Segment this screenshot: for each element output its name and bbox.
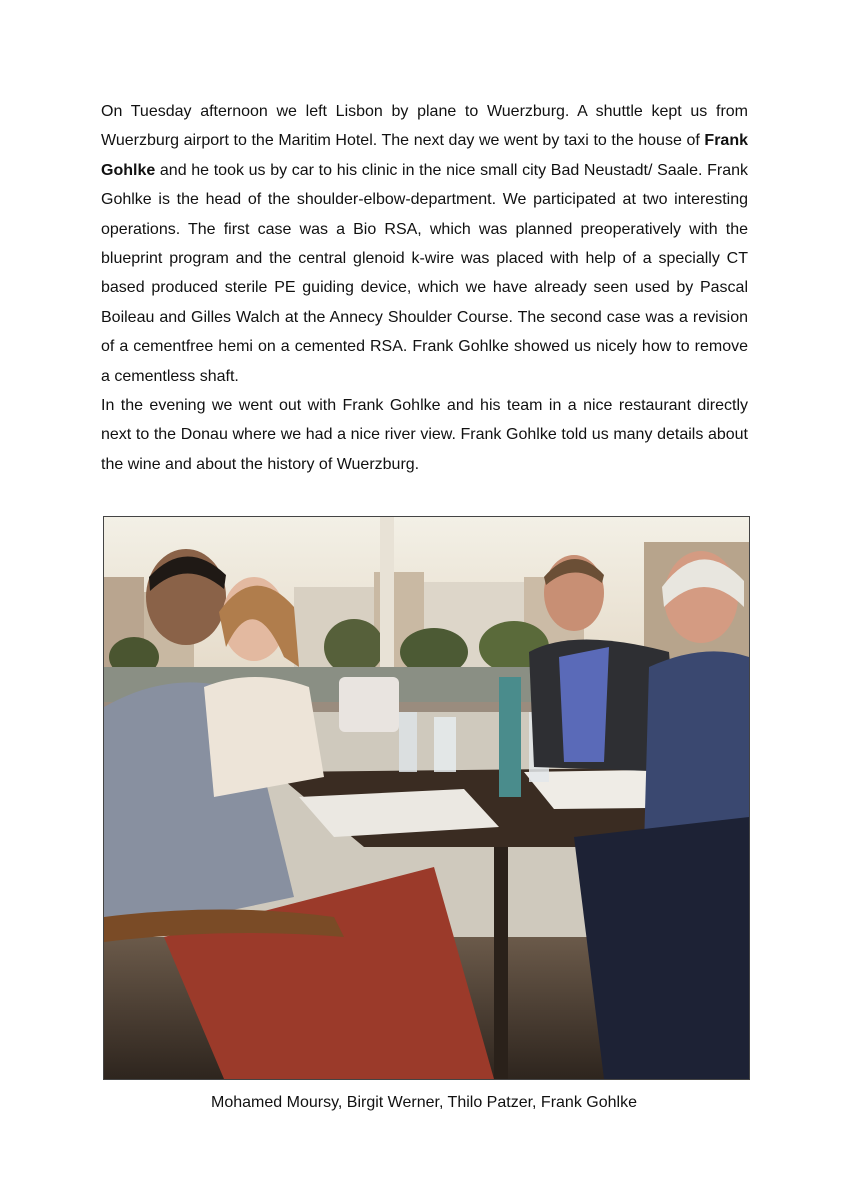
paragraph-travel (101, 97, 748, 391)
paragraph-travel-start: On Tuesday afternoon we left Lisbon by plane to Wuerzburg. A shuttle kept us from Wuerzburg airport to the Maritim Hotel. The next day we went by taxi to the house of (101, 103, 748, 150)
body-text (101, 97, 748, 479)
group-photo-illustration (104, 517, 749, 1079)
group-photo (103, 516, 750, 1080)
photo-caption: Mohamed Moursy, Birgit Werner, Thilo Patzer, Frank Gohlke (211, 1094, 637, 1111)
paragraph-evening: In the evening we went out with Frank Gohlke and his team in a nice restaurant directly next to the Donau where we had a nice river view. Frank Gohlke told us many details about the wine and about the history of Wuerzburg. (101, 397, 748, 473)
bold-name-frank-gohlke: Frank Gohlke (101, 132, 748, 179)
paragraph-travel-rest: and he took us by car to his clinic in the nice small city Bad Neustadt/ Saale. Frank Gohlke is the head of the shoulder-elbow-department. We participated at two interesting operations. The first case was a Bio RSA, which was planned preoperatively with the blueprint program and the central glenoid k-wire was placed with help of a specially CT based produced sterile PE guiding device, which we have already seen used by Pascal Boileau and Gilles Walch at the Annecy Shoulder Course. The second case was a revision of a cementfree hemi on a cemented RSA. Frank Gohlke showed us nicely how to remove a cementless shaft. (101, 161, 748, 385)
